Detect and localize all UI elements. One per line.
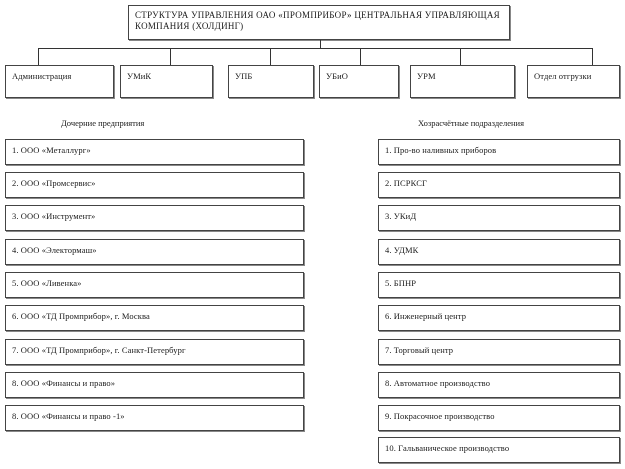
self-financing-unit-label: 3. УКиД	[385, 211, 417, 221]
subsidiary-item	[5, 305, 304, 331]
subsidiary-item	[5, 405, 304, 431]
self-financing-unit-label: 1. Про-во наливных приборов	[385, 145, 497, 155]
holding-company-box	[128, 5, 510, 40]
subsidiary-item	[5, 172, 304, 198]
subsidiary-item	[5, 272, 304, 298]
holding-company-title: СТРУКТУРА УПРАВЛЕНИЯ ОАО «ПРОМПРИБОР» ЦЕНТРАЛЬНАЯ УПРАВЛЯЮЩАЯ КОМПАНИЯ (ХОЛДИНГ)	[135, 10, 500, 31]
subsidiary-label: 6. ООО «ТД Промприбор», г. Москва	[12, 311, 150, 321]
self-financing-unit-item	[378, 139, 620, 165]
department-label: УПБ	[235, 71, 253, 81]
self-financing-unit-item	[378, 305, 620, 331]
subsidiary-label: 5. ООО «Ливенка»	[12, 278, 82, 288]
department-box-upb	[228, 65, 314, 98]
department-label: Отдел отгрузки	[534, 71, 592, 81]
self-financing-unit-label: 4. УДМК	[385, 245, 419, 255]
connector-bus	[38, 48, 593, 49]
self-financing-unit-label: 8. Автоматное производство	[385, 378, 491, 388]
subsidiary-label: 4. ООО «Электормаш»	[12, 245, 97, 255]
subsidiary-item	[5, 139, 304, 165]
self-financing-unit-item	[378, 405, 620, 431]
connector-drop-4	[360, 48, 361, 65]
department-label: Администрация	[12, 71, 72, 81]
department-label: УБиО	[326, 71, 348, 81]
self-financing-unit-item	[378, 239, 620, 265]
self-financing-unit-item	[378, 172, 620, 198]
self-financing-unit-item	[378, 339, 620, 365]
department-box-ubio	[319, 65, 399, 98]
self-financing-units-heading: Хозрасчётные подразделения	[418, 118, 524, 128]
connector-drop-3	[270, 48, 271, 65]
connector-drop-2	[170, 48, 171, 65]
self-financing-unit-label: 7. Торговый центр	[385, 345, 454, 355]
department-label: УМиК	[127, 71, 152, 81]
self-financing-unit-label: 2. ПСРКСГ	[385, 178, 427, 188]
department-box-urm	[410, 65, 515, 98]
connector-drop-5	[460, 48, 461, 65]
self-financing-unit-item	[378, 372, 620, 398]
subsidiary-item	[5, 205, 304, 231]
department-label: УРМ	[417, 71, 436, 81]
self-financing-unit-item	[378, 205, 620, 231]
department-box-administration	[5, 65, 114, 98]
self-financing-unit-label: 10. Гальваническое производство	[385, 443, 510, 453]
connector-drop-1	[38, 48, 39, 65]
subsidiaries-heading: Дочерние предприятия	[61, 118, 145, 128]
subsidiary-label: 8. ООО «Финансы и право -1»	[12, 411, 125, 421]
subsidiary-label: 1. ООО «Металлург»	[12, 145, 91, 155]
self-financing-unit-label: 9. Покрасочное производство	[385, 411, 495, 421]
subsidiary-label: 7. ООО «ТД Промприбор», г. Санкт-Петербург	[12, 345, 186, 355]
subsidiary-label: 8. ООО «Финансы и право»	[12, 378, 116, 388]
department-box-shipping	[527, 65, 620, 98]
subsidiary-item	[5, 372, 304, 398]
self-financing-unit-item	[378, 437, 620, 463]
subsidiary-label: 3. ООО «Инструмент»	[12, 211, 96, 221]
self-financing-unit-label: 5. БПНР	[385, 278, 417, 288]
subsidiary-item	[5, 239, 304, 265]
department-box-umik	[120, 65, 213, 98]
self-financing-unit-item	[378, 272, 620, 298]
connector-drop-6	[592, 48, 593, 65]
self-financing-unit-label: 6. Инженерный центр	[385, 311, 467, 321]
connector-trunk	[320, 40, 321, 48]
subsidiary-item	[5, 339, 304, 365]
subsidiary-label: 2. ООО «Промсервис»	[12, 178, 96, 188]
